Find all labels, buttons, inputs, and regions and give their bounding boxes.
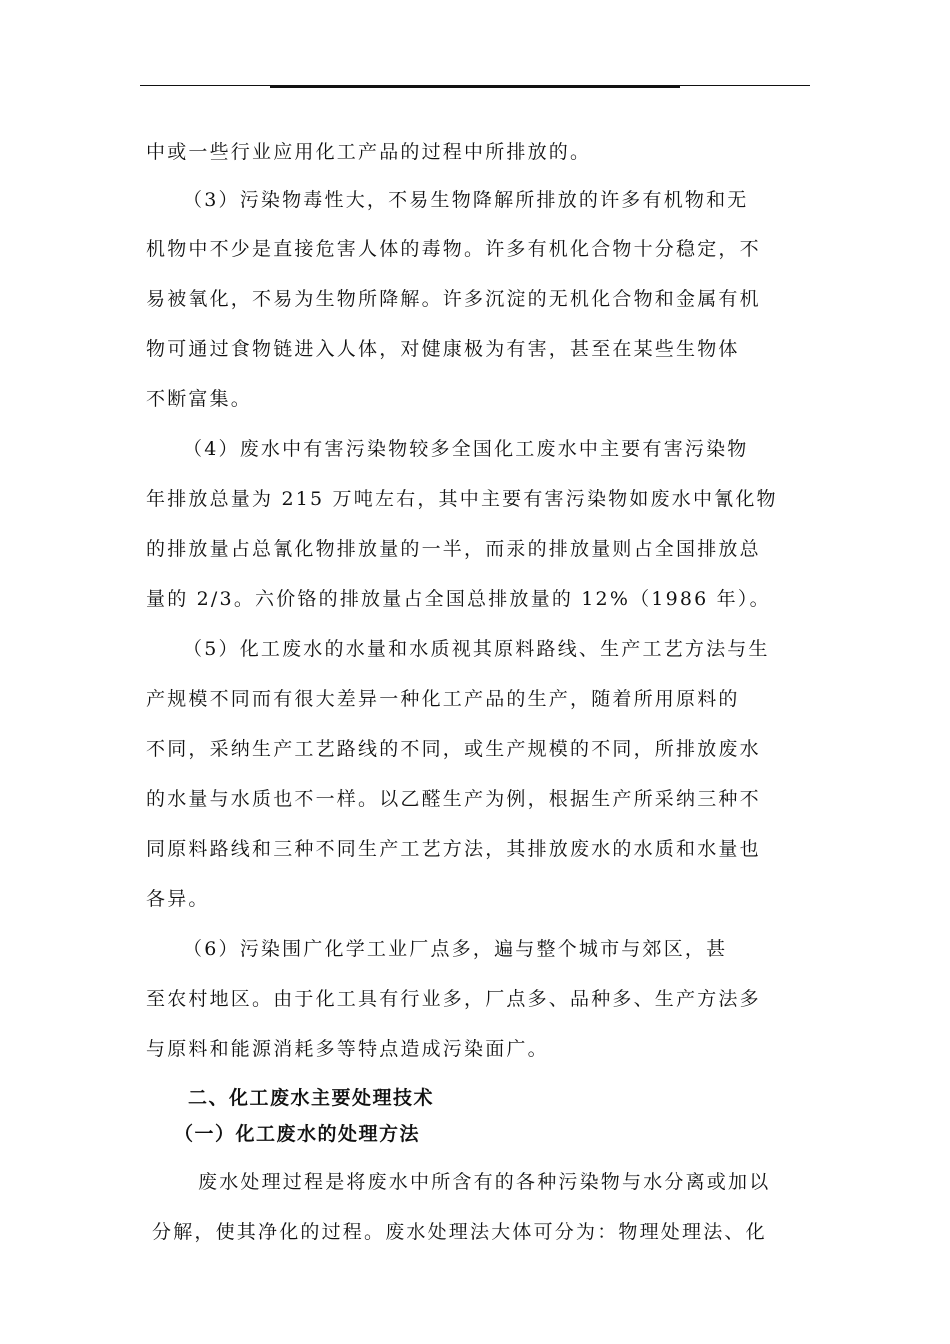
text-line: 物可通过食物链进入人体，对健康极为有害，甚至在某些生物体 <box>146 338 740 360</box>
text-line: 不断富集。 <box>146 388 253 410</box>
text-line: （3）污染物毒性大，不易生物降解所排放的许多有机物和无 <box>183 189 749 211</box>
text-line: 年排放总量为 215 万吨左右，其中主要有害污染物如废水中氰化物 <box>146 488 778 510</box>
text-line: 量的 2/3。六价铬的排放量占全国总排放量的 12%（1986 年）。 <box>146 588 771 610</box>
text-line: 分解，使其净化的过程。废水处理法大体可分为：物理处理法、化 <box>152 1221 767 1243</box>
text-line: 废水处理过程是将废水中所含有的各种污染物与水分离或加以 <box>198 1171 771 1193</box>
header-rule-accent <box>270 85 680 88</box>
text-line: 同原料路线和三种不同生产工艺方法，其排放废水的水质和水量也 <box>146 838 761 860</box>
text-line: 的水量与水质也不一样。以乙醛生产为例，根据生产所采纳三种不 <box>146 788 761 810</box>
text-line: 不同，采纳生产工艺路线的不同，或生产规模的不同，所排放废水 <box>146 738 761 760</box>
text-line: （5）化工废水的水量和水质视其原料路线、生产工艺方法与生 <box>183 638 770 660</box>
text-line: 机物中不少是直接危害人体的毒物。许多有机化合物十分稳定，不 <box>146 238 761 260</box>
text-line: 各异。 <box>146 888 210 910</box>
text-line: （4）废水中有害污染物较多全国化工废水中主要有害污染物 <box>183 438 749 460</box>
text-line: 易被氧化，不易为生物所降解。许多沉淀的无机化合物和金属有机 <box>146 288 761 310</box>
text-line: 的排放量占总氰化物排放量的一半，而汞的排放量则占全国排放总 <box>146 538 761 560</box>
section-heading: 二、化工废水主要处理技术 <box>188 1087 435 1109</box>
text-line: 与原料和能源消耗多等特点造成污染面广。 <box>146 1038 549 1060</box>
subsection-heading: （一）化工废水的处理方法 <box>174 1123 421 1145</box>
text-line: 至农村地区。由于化工具有行业多，厂点多、品种多、生产方法多 <box>146 988 761 1010</box>
text-line: 产规模不同而有很大差异一种化工产品的生产，随着所用原料的 <box>146 688 740 710</box>
text-line: 中或一些行业应用化工产品的过程中所排放的。 <box>146 141 592 163</box>
text-line: （6）污染围广化学工业厂点多，遍与整个城市与郊区，甚 <box>183 938 728 960</box>
